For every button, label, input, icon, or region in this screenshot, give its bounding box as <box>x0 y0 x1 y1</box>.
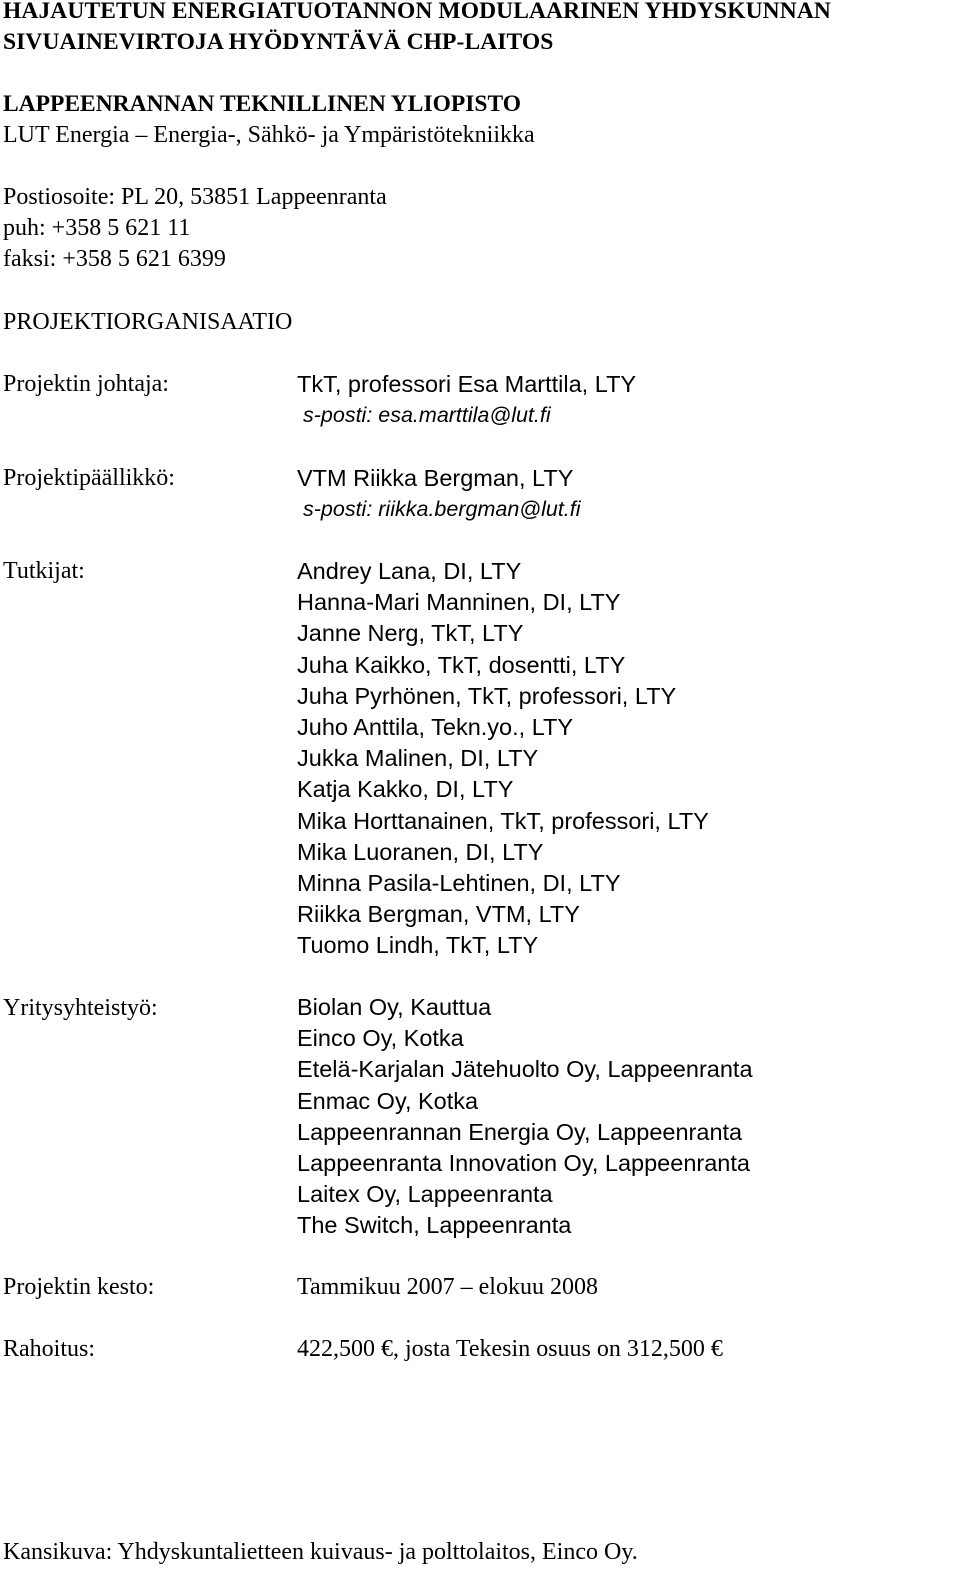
companies-label: Yritysyhteistyö: <box>3 995 158 1021</box>
researcher-item: Juho Anttila, Tekn.yo., LTY <box>297 713 574 740</box>
companies-list <box>297 992 753 1242</box>
funding-value: 422,500 €, josta Tekesin osuus on 312,500 € <box>297 1336 723 1362</box>
researcher-item: Juha Pyrhönen, TkT, professori, LTY <box>297 682 677 709</box>
company-item: Lappeenrannan Energia Oy, Lappeenranta <box>297 1118 743 1145</box>
duration-label: Projektin kesto: <box>3 1274 155 1300</box>
researcher-item: Andrey Lana, DI, LTY <box>297 558 522 584</box>
researcher-item: Janne Nerg, TkT, LTY <box>297 620 524 647</box>
project-manager-block <box>297 463 581 525</box>
researchers-list <box>297 556 709 961</box>
organisation-heading: PROJEKTIORGANISAATIO <box>3 309 293 335</box>
project-manager-name: VTM Riikka Bergman, LTY <box>297 465 574 491</box>
project-leader-block <box>297 369 636 431</box>
company-item: Lappeenranta Innovation Oy, Lappeenranta <box>297 1149 750 1176</box>
researchers-label: Tutkijat: <box>3 558 85 584</box>
researcher-item: Katja Kakko, DI, LTY <box>297 776 514 803</box>
project-leader-email[interactable]: s-posti: esa.marttila@lut.fi <box>303 403 551 428</box>
researcher-item: Jukka Malinen, DI, LTY <box>297 745 539 772</box>
phone-number: puh: +358 5 621 11 <box>3 215 191 241</box>
company-item: Etelä-Karjalan Jätehuolto Oy, Lappeenranta <box>297 1056 753 1083</box>
institution-name: LAPPEENRANNAN TEKNILLINEN YLIOPISTO <box>3 91 521 117</box>
institution-department: LUT Energia – Energia-, Sähkö- ja Ympäristötekniikka <box>3 122 535 148</box>
project-leader-label: Projektin johtaja: <box>3 371 169 397</box>
company-item: Laitex Oy, Lappeenranta <box>297 1181 553 1208</box>
fax-number: faksi: +358 5 621 6399 <box>3 246 226 272</box>
company-item: The Switch, Lappeenranta <box>297 1212 572 1239</box>
duration-value: Tammikuu 2007 – elokuu 2008 <box>297 1274 598 1300</box>
researcher-item: Mika Horttanainen, TkT, professori, LTY <box>297 807 709 834</box>
company-item: Enmac Oy, Kotka <box>297 1087 479 1114</box>
researcher-item: Juha Kaikko, TkT, dosentti, LTY <box>297 651 626 678</box>
project-manager-email[interactable]: s-posti: riikka.bergman@lut.fi <box>303 497 581 522</box>
researcher-item: Tuomo Lindh, TkT, LTY <box>297 932 539 959</box>
company-item: Einco Oy, Kotka <box>297 1025 464 1052</box>
document-title-line-2: SIVUAINEVIRTOJA HYÖDYNTÄVÄ CHP-LAITOS <box>3 29 554 55</box>
cover-image-caption: Kansikuva: Yhdyskuntalietteen kuivaus- ja polttolaitos, Einco Oy. <box>3 1539 638 1565</box>
researcher-item: Riikka Bergman, VTM, LTY <box>297 901 580 928</box>
project-leader-name: TkT, professori Esa Marttila, LTY <box>297 371 637 397</box>
project-manager-label: Projektipäällikkö: <box>3 465 175 491</box>
researcher-item: Mika Luoranen, DI, LTY <box>297 838 544 865</box>
researcher-item: Minna Pasila-Lehtinen, DI, LTY <box>297 869 621 896</box>
funding-label: Rahoitus: <box>3 1336 96 1362</box>
document-title-line-1: HAJAUTETUN ENERGIATUOTANNON MODULAARINEN YHDYSKUNNAN <box>3 0 831 24</box>
postal-address: Postiosoite: PL 20, 53851 Lappeenranta <box>3 184 387 210</box>
company-item: Biolan Oy, Kauttua <box>297 994 492 1020</box>
researcher-item: Hanna-Mari Manninen, DI, LTY <box>297 589 621 616</box>
